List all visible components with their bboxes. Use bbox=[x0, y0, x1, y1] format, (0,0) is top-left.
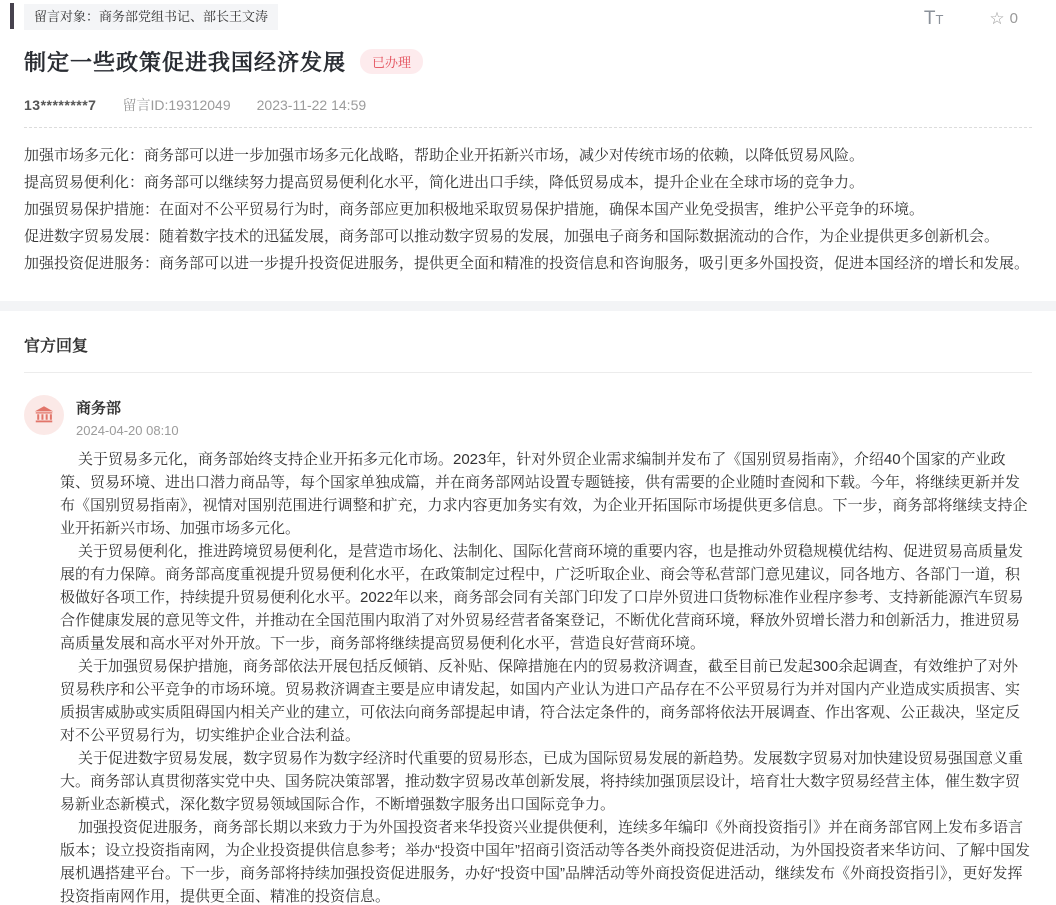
message-author: 13********7 bbox=[24, 97, 97, 114]
message-body bbox=[24, 142, 1032, 277]
font-size-toggle-big: T bbox=[923, 8, 936, 29]
message-meta-row bbox=[24, 95, 1032, 115]
message-target-label: 留言对象：商务部党组书记、部长王文涛 bbox=[24, 4, 278, 30]
toolbar bbox=[924, 4, 1018, 28]
message-id: 留言ID:19312049 bbox=[122, 97, 231, 114]
title-row bbox=[24, 46, 1032, 77]
left-accent-bar bbox=[10, 3, 14, 29]
message-paragraph: 提高贸易便利化：商务部可以继续努力提高贸易便利化水平，简化进出口手续，降低贸易成本，提升企业在全球市场的竞争力。 bbox=[24, 174, 865, 192]
dashed-divider bbox=[24, 127, 1032, 128]
message-header-row bbox=[24, 4, 1032, 30]
avatar bbox=[24, 395, 64, 435]
star-icon: ☆ bbox=[989, 9, 1005, 28]
message-card bbox=[0, 0, 1056, 301]
font-size-toggle-small: T bbox=[935, 12, 944, 27]
message-paragraph: 加强贸易保护措施：在面对不公平贸易行为时，商务部应更加积极地采取贸易保护措施，确保本国产业免受损害，维护公平竞争的环境。 bbox=[24, 201, 925, 219]
favorite-count: 0 bbox=[1009, 10, 1018, 27]
reply-paragraph: 关于贸易便利化，推进跨境贸易便利化，是营造市场化、法制化、国际化营商环境的重要内容，也是推动外贸稳规模优结构、促进贸易高质量发展的有力保障。商务部高度重视提升贸易便利化水平，在政策制定过程中，广泛听取企业、商会等私营部门意见建议，同各地方、各部门一道，积极做好各项工作，持续提升贸易便利化水平。2022年以来，商务部会同有关部门印发了口岸外贸进口货物标准作业程序参考、支持新能源汽车贸易合作健康发展的意见等文件，并推动在全国范围内取消了对外贸易经营者备案登记，不断优化营商环境，释放外贸增长潜力和创新活力，推进贸易高质量发展和高水平对外开放。下一步，商务部将继续提高贸易便利化水平，营造良好营商环境。 bbox=[60, 543, 1024, 653]
reply-datetime: 2024-04-20 08:10 bbox=[76, 423, 179, 439]
page-title: 制定一些政策促进我国经济发展 bbox=[24, 50, 347, 76]
message-paragraph: 加强市场多元化：商务部可以进一步加强市场多元化战略，帮助企业开拓新兴市场，减少对传统市场的依赖，以降低贸易风险。 bbox=[24, 147, 865, 165]
reply-author-block bbox=[76, 395, 179, 438]
reply-agency-name: 商务部 bbox=[76, 400, 122, 418]
reply-body bbox=[60, 448, 1032, 905]
reply-paragraph: 关于加强贸易保护措施，商务部依法开展包括反倾销、反补贴、保障措施在内的贸易救济调查，截至目前已发起300余起调查，有效维护了对外贸易秩序和公平竞争的市场环境。贸易救济调查主要是应申请发起，如国内产业认为进口产品存在不公平贸易行为并对国内产业造成实质损害、实质损害威胁或实质阻碍国内相关产业的建立，可依法向商务部提起申请，符合法定条件的，商务部将依法开展调查、作出客观、公正裁决，坚定反对不公平贸易行为，切实维护企业合法利益。 bbox=[60, 658, 1021, 745]
reply-paragraph: 关于贸易多元化，商务部始终支持企业开拓多元化市场。2023年，针对外贸企业需求编制并发布了《国别贸易指南》，介绍40个国家的产业政策、贸易环境、进出口潜力商品等，每个国家单独成篇，并在商务部网站设置专题链接，供有需要的企业随时查阅和下载。今年，将继续更新并发布《国别贸易指南》，视情对国别范围进行调整和扩充，力求内容更加务实有效，为企业开拓国际市场提供更多信息。下一步，商务部将继续支持企业开拓新兴市场、加强市场多元化。 bbox=[60, 451, 1028, 538]
status-badge: 已办理 bbox=[360, 49, 423, 74]
official-reply-card bbox=[0, 311, 1056, 905]
government-building-icon bbox=[33, 404, 55, 426]
message-datetime: 2023-11-22 14:59 bbox=[256, 97, 367, 114]
reply-paragraph: 关于促进数字贸易发展，数字贸易作为数字经济时代重要的贸易形态，已成为国际贸易发展的新趋势。发展数字贸易对加快建设贸易强国意义重大。商务部认真贯彻落实党中央、国务院决策部署，推动数字贸易改革创新发展，将持续加强顶层设计，培育壮大数字贸易经营主体，催生数字贸易新业态新模式，深化数字贸易领域国际合作，不断增强数字服务出口国际竞争力。 bbox=[60, 750, 1024, 814]
message-paragraph: 加强投资促进服务：商务部可以进一步提升投资促进服务，提供更全面和精准的投资信息和咨询服务，吸引更多外国投资，促进本国经济的增长和发展。 bbox=[24, 255, 1030, 273]
favorite-button[interactable] bbox=[989, 10, 1018, 27]
reply-meta-row bbox=[24, 395, 1032, 438]
reply-divider bbox=[24, 372, 1032, 373]
font-size-toggle[interactable] bbox=[924, 9, 944, 28]
message-paragraph: 促进数字贸易发展：随着数字技术的迅猛发展，商务部可以推动数字贸易的发展，加强电子商务和国际数据流动的合作，为企业提供更多创新机会。 bbox=[24, 228, 1000, 246]
reply-section-title: 官方回复 bbox=[24, 338, 89, 356]
reply-paragraph: 加强投资促进服务，商务部长期以来致力于为外国投资者来华投资兴业提供便利，连续多年编印《外商投资指引》并在商务部官网上发布多语言版本；设立投资指南网，为企业投资提供信息参考；举办“投资中国年”招商引资活动等各类外商投资促进活动，为外国投资者来华访问、了解中国发展机遇搭建平台。下一步，商务部将持续加强投资促进服务，办好“投资中国”品牌活动等外商投资促进活动，继续发布《外商投资指引》，更好发挥投资指南网作用，提供更全面、精准的投资信息。 bbox=[60, 819, 1030, 905]
